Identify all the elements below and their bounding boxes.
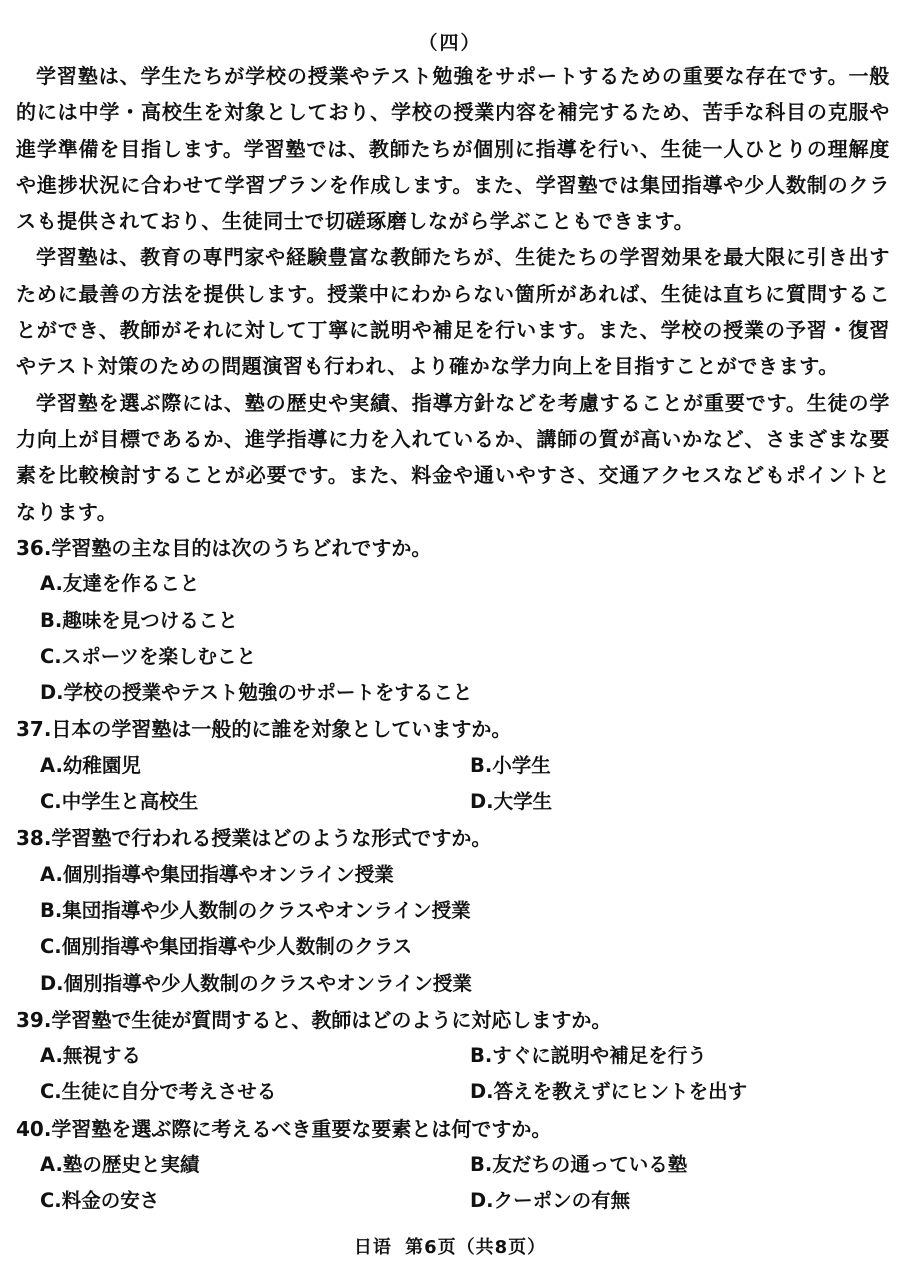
option-c: C.生徒に自分で考えさせる bbox=[40, 1080, 277, 1104]
option-a: A.幼稚園児 bbox=[40, 753, 141, 777]
option-c: C.スポーツを楽しむこと bbox=[40, 644, 256, 668]
option-b: B.小学生 bbox=[470, 753, 551, 777]
passage-paragraph-3: 学習塾を選ぶ際には、塾の歴史や実績、指導方針などを考慮することが重要です。生徒の学力向上が目標であるか、進学指導に力を入れているか、講師の質が高いかなど、さまざまな要素を比較検討することが必要です。また、料金や通いやすさ、交通アクセスなどもポイントとなります。 bbox=[16, 390, 890, 524]
passage-paragraph-1: 学習塾は、学生たちが学校の授業やテスト勉強をサポートするための重要な存在です。一般的には中学・高校生を対象としており、学校の授業内容を補完するため、苦手な科目の克服や進学準備を目指します。学習塾では、教師たちが個別に指導を行い、生徒一人ひとりの理解度や進捗状況に合わせて学習プランを作成します。また、学習塾では集団指導や少人数制のクラスも提供されており、生徒同士で切磋琢磨しながら学ぶこともできます。 bbox=[16, 64, 890, 234]
option-b: B.すぐに説明や補足を行う bbox=[470, 1044, 707, 1068]
page-footer: 日语 第6页（共8页） bbox=[353, 1237, 547, 1258]
question-stem: 38.学習塾で行われる授業はどのような形式ですか。 bbox=[16, 826, 492, 851]
option-b: B.集団指導や少人数制のクラスやオンライン授業 bbox=[40, 898, 471, 922]
question-stem: 37.日本の学習塾は一般的に誰を対象としていますか。 bbox=[16, 717, 512, 742]
passage-paragraph-2: 学習塾は、教育の専門家や経験豊富な教師たちが、生徒たちの学習効果を最大限に引き出すために最善の方法を提供します。授業中にわからない箇所があれば、生徒は直ちに質問することができ、教師がそれに対して丁寧に説明や補足を行います。また、学校の授業の予習・復習やテスト対策のための問題演習も行われ、より確かな学力向上を目指すことができます。 bbox=[16, 245, 890, 379]
option-row bbox=[16, 784, 890, 820]
option-c: C.中学生と高校生 bbox=[40, 790, 199, 814]
option-d: D.学校の授業やテスト勉強のサポートをすること bbox=[40, 681, 473, 705]
section-title: （四） bbox=[418, 32, 482, 54]
option-a: A.友達を作ること bbox=[40, 572, 200, 596]
option-c: C.料金の安さ bbox=[40, 1189, 160, 1213]
option-a: A.個別指導や集団指導やオンライン授業 bbox=[40, 862, 394, 886]
question-list bbox=[16, 530, 890, 1220]
option-d: D.個別指導や少人数制のクラスやオンライン授業 bbox=[40, 971, 472, 995]
option-b: B.友だちの通っている塾 bbox=[470, 1153, 688, 1177]
option-b: B.趣味を見つけること bbox=[40, 608, 238, 632]
option-d: D.答えを教えずにヒントを出す bbox=[470, 1080, 748, 1104]
option-row bbox=[16, 1038, 890, 1074]
option-a: A.無視する bbox=[40, 1044, 141, 1068]
question-36 bbox=[16, 530, 890, 711]
option-row bbox=[16, 748, 890, 784]
option-row bbox=[16, 1147, 890, 1183]
option-d: D.大学生 bbox=[470, 790, 553, 814]
option-a: A.塾の歴史と実績 bbox=[40, 1153, 200, 1177]
question-38 bbox=[16, 820, 890, 1001]
option-row bbox=[16, 1074, 890, 1110]
reading-passage bbox=[16, 58, 890, 530]
option-c: C.個別指導や集団指導や少人数制のクラス bbox=[40, 935, 413, 959]
question-40 bbox=[16, 1111, 890, 1220]
option-d: D.クーポンの有無 bbox=[470, 1189, 631, 1213]
question-stem: 39.学習塾で生徒が質問すると、教師はどのように対応しますか。 bbox=[16, 1007, 612, 1032]
option-row bbox=[16, 1183, 890, 1219]
question-stem: 36.学習塾の主な目的は次のうちどれですか。 bbox=[16, 536, 432, 560]
question-37 bbox=[16, 711, 890, 820]
question-39 bbox=[16, 1002, 890, 1111]
question-stem: 40.学習塾を選ぶ際に考えるべき重要な要素とは何ですか。 bbox=[16, 1116, 552, 1141]
